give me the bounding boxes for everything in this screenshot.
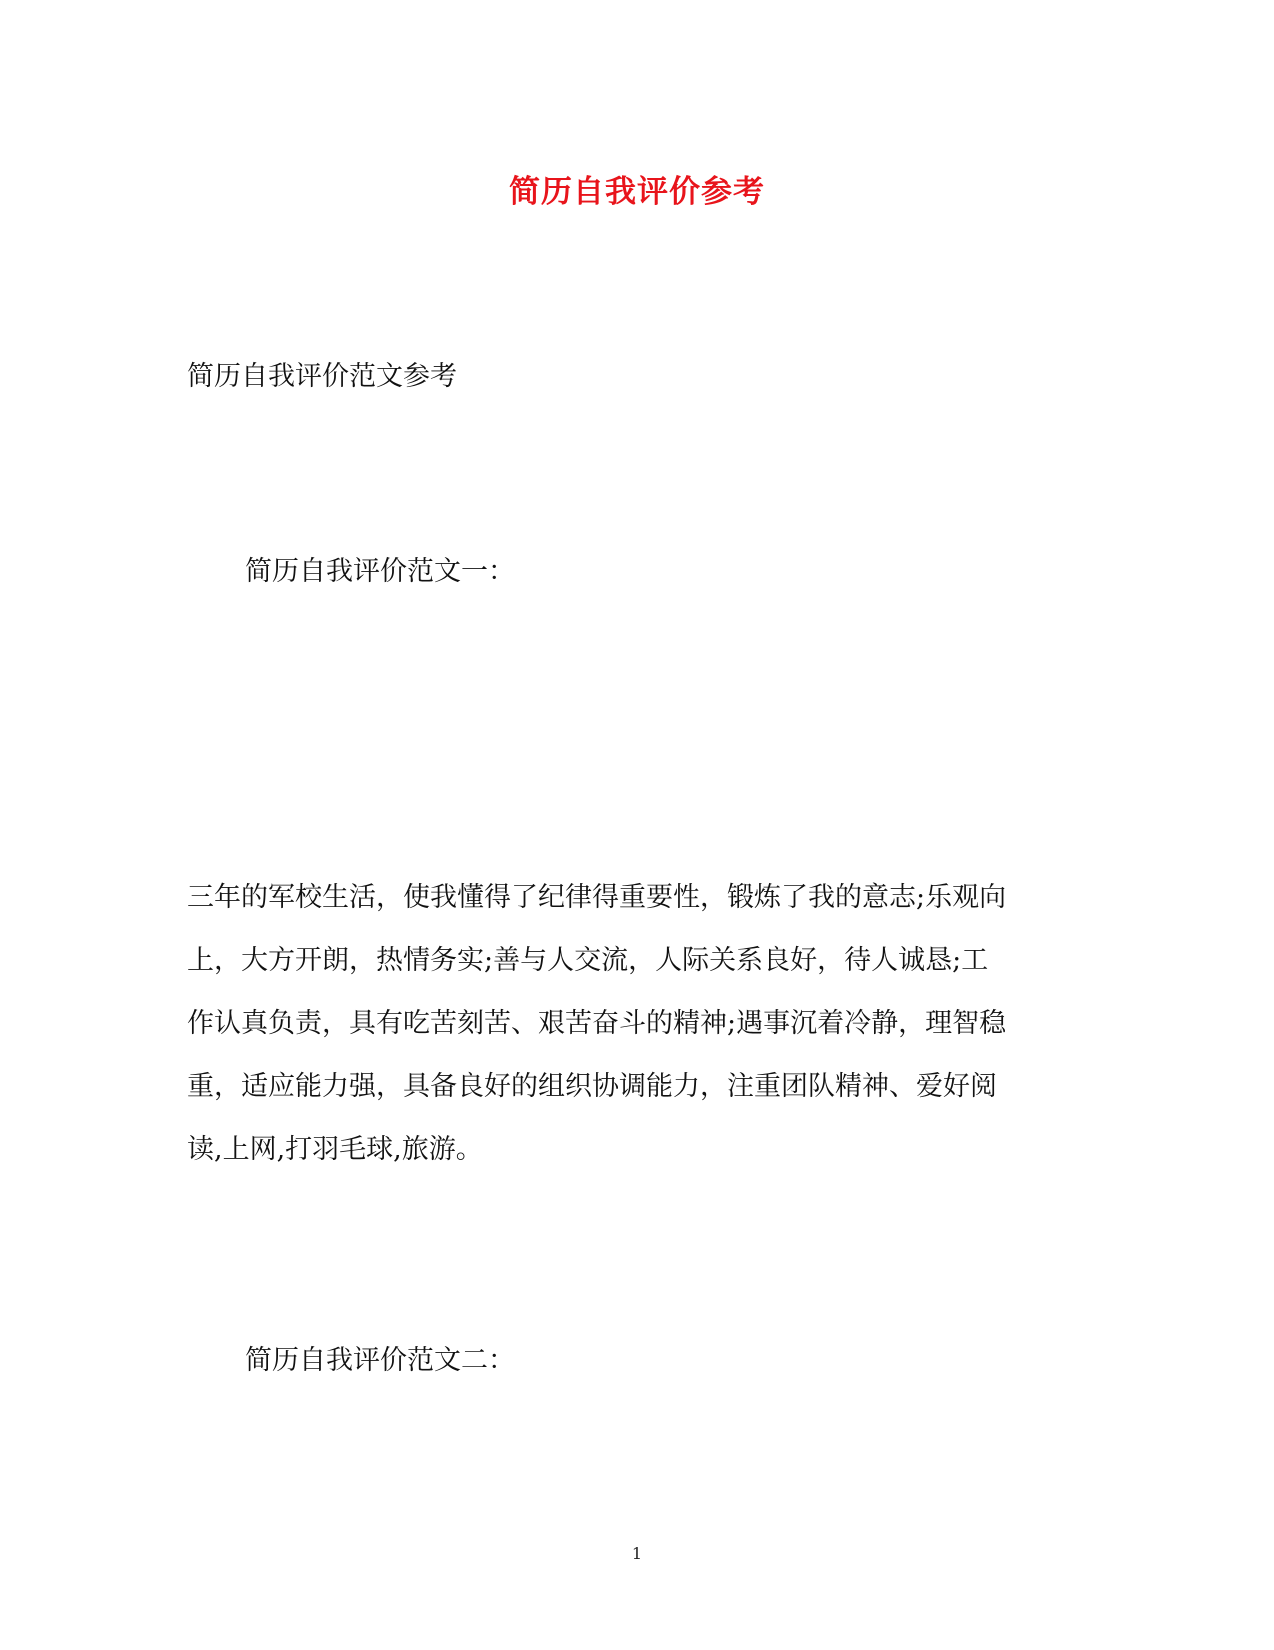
body-line: 三年的军校生活，使我懂得了纪律得重要性，锻炼了我的意志;乐观向 [187,882,1007,913]
section-heading-1: 简历自我评价范文一： [245,556,515,587]
section-heading-2: 简历自我评价范文二： [245,1345,515,1376]
page-number: 1 [631,1544,643,1563]
document-title: 简历自我评价参考 [509,174,765,210]
body-line: 上，大方开朗，热情务实;善与人交流，人际关系良好，待人诚恳;工 [187,945,989,976]
body-line: 作认真负责，具有吃苦刻苦、艰苦奋斗的精神;遇事沉着冷静，理智稳 [187,1008,1007,1039]
section-1-body [187,878,1087,1193]
body-line: 读,上网,打羽毛球,旅游。 [187,1134,483,1165]
body-line: 重，适应能力强，具备良好的组织协调能力，注重团队精神、爱好阅 [187,1071,997,1102]
document-subtitle: 简历自我评价范文参考 [187,361,457,392]
